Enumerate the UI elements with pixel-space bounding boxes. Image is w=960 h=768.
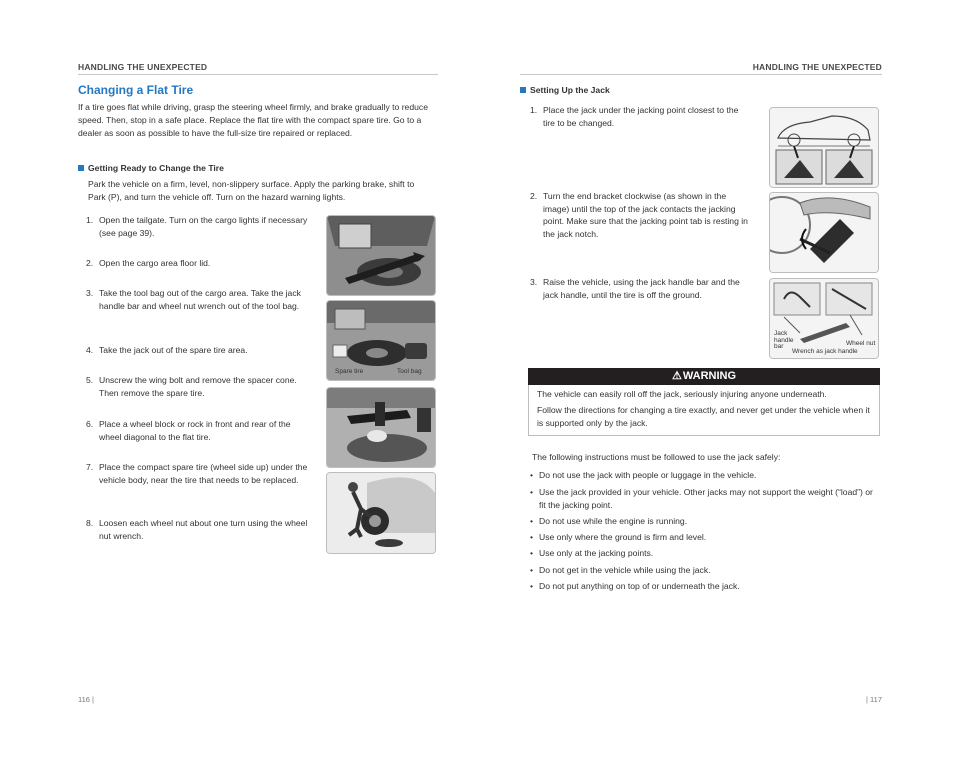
step-number: 2. <box>86 258 94 268</box>
warning-triangle-icon: ⚠ <box>671 370 682 382</box>
spare-tire-tool-bag-photo <box>326 300 436 381</box>
safety-bullet <box>530 547 880 560</box>
step-text: Open the cargo area floor lid. <box>99 258 211 268</box>
jack-step-item <box>530 190 748 240</box>
section-heading-text: Setting Up the Jack <box>530 85 610 95</box>
jack-handle-bar-label: Jack handle bar <box>774 330 794 350</box>
bullet-icon: • <box>530 565 534 575</box>
bullet-text: Do not put anything on top of or underneath the jack. <box>539 581 740 591</box>
step-item <box>86 344 308 357</box>
step-number: 5. <box>86 375 94 385</box>
bullet-text: Use only at the jacking points. <box>539 548 654 558</box>
jack-step-item <box>530 276 748 301</box>
page-number-right: | 117 <box>866 695 882 704</box>
step-text: Open the tailgate. Turn on the cargo lights if necessary (see page 39). <box>99 215 308 238</box>
warning-header <box>528 368 880 385</box>
jack-bracket-diagram <box>769 192 879 273</box>
step-number: 2. <box>530 191 538 201</box>
wheel-nut-label: Wheel nut <box>846 340 876 347</box>
step-number: 7. <box>86 462 94 472</box>
step-text: Place the compact spare tire (wheel side up) under the vehicle body, near the tire that needs to be replaced. <box>99 462 308 485</box>
section-heading-text: Getting Ready to Change the Tire <box>88 163 224 173</box>
bullet-icon: • <box>530 581 534 591</box>
step-text: Take the tool bag out of the cargo area. Take the jack handle bar and wheel nut wrench out of the tool bag. <box>99 288 301 311</box>
step-number: 1. <box>86 215 94 225</box>
step-text: Place the jack under the jacking point closest to the tire to be changed. <box>543 105 739 128</box>
section-marker-icon <box>520 87 526 93</box>
jack-handle-diagram <box>769 278 879 359</box>
loosen-wheel-nut-photo <box>326 472 436 554</box>
step-item <box>86 517 308 542</box>
bullet-text: Do not use the jack with people or luggage in the vehicle. <box>539 470 757 480</box>
safety-bullet <box>530 486 880 511</box>
step-number: 8. <box>86 518 94 528</box>
bullet-icon: • <box>530 470 534 480</box>
safety-bullet <box>530 580 880 593</box>
cargo-floor-lid-photo <box>326 215 436 296</box>
bullet-icon: • <box>530 548 534 558</box>
running-header-right: HANDLING THE UNEXPECTED <box>752 62 882 72</box>
step-number: 1. <box>530 105 538 115</box>
step-text: Raise the vehicle, using the jack handle bar and the jack handle, until the tire is off the ground. <box>543 277 740 300</box>
header-divider-right <box>520 74 882 75</box>
safety-bullet <box>530 515 880 528</box>
bullet-text: Do not get in the vehicle while using the jack. <box>539 565 711 575</box>
warning-line-1: The vehicle can easily roll off the jack, seriously injuring anyone underneath. <box>537 389 827 399</box>
step-number: 6. <box>86 419 94 429</box>
page-title: Changing a Flat Tire <box>78 83 194 97</box>
safety-bullet <box>530 469 880 482</box>
step-item <box>86 257 308 270</box>
step-number: 3. <box>86 288 94 298</box>
section-heading-getting-ready <box>78 163 224 173</box>
step-item <box>86 214 308 239</box>
step-number: 3. <box>530 277 538 287</box>
section-marker-icon <box>78 165 84 171</box>
step-text: Unscrew the wing bolt and remove the spacer cone. Then remove the spare tire. <box>99 375 297 398</box>
safety-bullet <box>530 531 880 544</box>
bullet-icon: • <box>530 487 534 497</box>
safety-intro: The following instructions must be followed to use the jack safely: <box>532 452 781 462</box>
step-item <box>86 374 308 399</box>
running-header-left: HANDLING THE UNEXPECTED <box>78 62 208 72</box>
step-text: Take the jack out of the spare tire area. <box>99 345 248 355</box>
bullet-icon: • <box>530 532 534 542</box>
page-number-left: 116 | <box>78 695 94 704</box>
intro-paragraph: If a tire goes flat while driving, grasp the steering wheel firmly, and brake gradually to reduce speed. Then, stop in a safe place. Replace the flat tire with the compact spare tire. Go to a dealer as soon as possible to have the full-size tire repaired or replaced. <box>78 102 428 138</box>
bullet-icon: • <box>530 516 534 526</box>
jack-step-item <box>530 104 748 129</box>
step-text: Turn the end bracket clockwise (as shown in the image) until the top of the jack contacts the jacking point. Make sure that the jacking point tab is resting in the jack notch. <box>543 191 748 239</box>
step-item <box>86 461 308 486</box>
bullet-text: Use the jack provided in your vehicle. Other jacks may not support the weight (“load”) or fit the jacking point. <box>539 487 873 510</box>
wrench-as-jack-handle-label: Wrench as jack handle <box>792 348 858 355</box>
step-text: Place a wheel block or rock in front and rear of the wheel diagonal to the flat tire. <box>99 419 291 442</box>
warning-title: WARNING <box>682 370 737 382</box>
bullet-text: Use only where the ground is firm and level. <box>539 532 707 542</box>
jack-removal-photo <box>326 387 436 468</box>
tool-bag-caption: Tool bag <box>397 368 422 375</box>
section-heading-setting-up-jack <box>520 85 610 95</box>
warning-line-2: Follow the directions for changing a tire exactly, and never get under the vehicle when it is supported only by the jack. <box>537 405 870 428</box>
section-intro-paragraph: Park the vehicle on a firm, level, non-slippery surface. Apply the parking brake, shift to Park (P), and turn the vehicle off. Turn on the hazard warning lights. <box>88 179 415 202</box>
spare-tire-caption: Spare tire <box>335 368 364 375</box>
step-number: 4. <box>86 345 94 355</box>
jacking-point-diagram <box>769 107 879 188</box>
step-item <box>86 287 308 312</box>
safety-bullet <box>530 564 880 577</box>
header-divider-left <box>78 74 438 75</box>
step-text: Loosen each wheel nut about one turn using the wheel nut wrench. <box>99 518 308 541</box>
step-item <box>86 418 308 443</box>
bullet-text: Do not use while the engine is running. <box>539 516 688 526</box>
